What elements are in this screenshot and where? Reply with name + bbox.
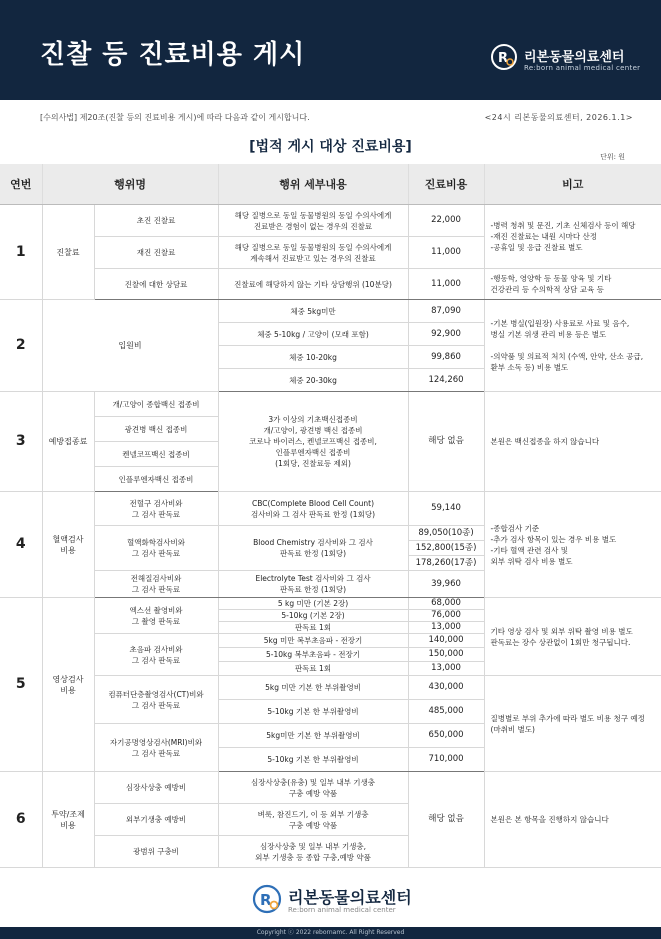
- item-name: 자기공명영상검사(MRI)비와 그 검사 판독료: [94, 724, 218, 772]
- legal-notice: [수의사법] 제20조(진찰 등의 진료비용 게시)에 따라 다음과 같이 게시합니다.: [40, 113, 310, 122]
- item-price: 13,000: [408, 622, 484, 634]
- item-detail: 심장사상충 및 일부 내부 기생충, 외부 기생충 등 종합 구충,예방 약품: [218, 836, 408, 868]
- note-cell: -종합검사 기준 -추가 검사 항목이 있는 경우 비용 별도 -기타 혈액 관련 검사 및 외부 위탁 검사 비용 별도: [484, 492, 661, 598]
- item-detail: 판독료 1회: [218, 622, 408, 634]
- table-row: [0, 205, 661, 237]
- category-cell: 진찰료: [42, 205, 94, 300]
- col-header-price: 진료비용: [408, 164, 484, 205]
- item-price: 68,000: [408, 598, 484, 610]
- reborn-logo-icon: [490, 43, 518, 71]
- item-price: 11,000: [408, 237, 484, 269]
- note-cell: 본원은 본 항목을 진행하지 않습니다: [484, 772, 661, 868]
- item-detail: 5-10kg 기본 한 부위촬영비: [218, 748, 408, 772]
- item-price: 89,050(10종): [408, 526, 484, 541]
- item-price: 해당 없음: [408, 772, 484, 868]
- note-cell: -병력 청취 및 문진, 기초 신체검사 등이 해당 -재진 진찰료는 내원 시마다 산정 -공휴일 및 응급 진찰료 별도: [484, 205, 661, 269]
- item-price: 150,000: [408, 648, 484, 662]
- category-cell: 예방접종료: [42, 392, 94, 492]
- item-name: 컴퓨터단층촬영검사(CT)비와 그 검사 판독료: [94, 676, 218, 724]
- row-number: 2: [0, 300, 42, 392]
- item-price: 22,000: [408, 205, 484, 237]
- item-detail: 5kg 미만 기본 한 부위촬영비: [218, 676, 408, 700]
- item-name: 켄넬코프백신 접종비: [94, 442, 218, 467]
- item-detail: 5-10kg 기본 한 부위촬영비: [218, 700, 408, 724]
- table-row: [0, 598, 661, 610]
- item-name: 초음파 검사비와 그 검사 판독료: [94, 634, 218, 676]
- svg-text:R: R: [498, 51, 509, 66]
- category-cell: 혈액검사 비용: [42, 492, 94, 598]
- item-name: 전혈구 검사비와 그 검사 판독료: [94, 492, 218, 526]
- col-header-no: 연번: [0, 164, 42, 205]
- item-detail: Electrolyte Test 검사비와 그 검사 판독료 한정 (1회당): [218, 571, 408, 598]
- item-detail: 벼룩, 참진드기, 이 등 외부 기생충 구충 예방 약품: [218, 804, 408, 836]
- item-detail: 체중 20-30kg: [218, 369, 408, 392]
- footer-logo: [252, 884, 422, 918]
- item-detail: 해당 질병으로 동일 동물병원의 동일 수의사에게 계속해서 진료받고 있는 경우의 진찰료: [218, 237, 408, 269]
- brand-subtitle: Re:born animal medical center: [524, 64, 641, 72]
- item-name: 전해질검사비와 그 검사 판독료: [94, 571, 218, 598]
- category-cell: 영상검사 비용: [42, 598, 94, 772]
- table-row: [0, 772, 661, 804]
- row-number: 1: [0, 205, 42, 300]
- item-price: 178,260(17종): [408, 556, 484, 571]
- note-cell: 질병별로 부위 추가에 따라 별도 비용 청구 예정 (마취비 별도): [484, 676, 661, 772]
- table-row: [0, 300, 661, 323]
- item-name: 재진 진찰료: [94, 237, 218, 269]
- item-name: 광견병 백신 접종비: [94, 417, 218, 442]
- note-cell: -행동학, 영양학 등 동물 양육 및 기타 건강관리 등 수의학적 상담 교육 등: [484, 269, 661, 300]
- col-header-name: 행위명: [42, 164, 218, 205]
- item-name: 광범위 구충비: [94, 836, 218, 868]
- item-detail: 5 kg 미만 (기본 2장): [218, 598, 408, 610]
- item-price: 485,000: [408, 700, 484, 724]
- item-name: 진찰에 대한 상담료: [94, 269, 218, 300]
- item-detail: CBC(Complete Blood Cell Count) 검사비와 그 검사 판독료 한정 (1회당): [218, 492, 408, 526]
- item-detail: 5-10kg 복부초음파 - 전장기: [218, 648, 408, 662]
- item-price: 152,800(15종): [408, 541, 484, 556]
- item-price: 해당 없음: [408, 392, 484, 492]
- svg-text:R: R: [260, 891, 272, 909]
- col-header-detail: 행위 세부내용: [218, 164, 408, 205]
- item-price: 39,960: [408, 571, 484, 598]
- footer-brand-subtitle: Re:born animal medical center: [288, 906, 396, 914]
- table-header-row: [0, 164, 661, 205]
- item-name: 인플루엔자백신 접종비: [94, 467, 218, 492]
- page-header: [0, 0, 661, 100]
- page-title: 진찰 등 진료비용 게시: [40, 40, 306, 70]
- item-name: 혈액화학검사비와 그 검사 판독료: [94, 526, 218, 571]
- fee-table: [0, 164, 661, 868]
- copyright-bar: Copyright ⓒ 2022 rebornamc. All Right Reserved: [0, 927, 661, 939]
- item-price: 76,000: [408, 610, 484, 622]
- item-price: 430,000: [408, 676, 484, 700]
- item-detail: 5kg미만 기본 한 부위촬영비: [218, 724, 408, 748]
- brand-name: 리본동물의료센터: [524, 50, 625, 65]
- item-price: 124,260: [408, 369, 484, 392]
- item-detail: Blood Chemistry 검사비와 그 검사 판독료 한정 (1회당): [218, 526, 408, 571]
- item-detail: 3가 이상의 기초백신접종비 개/고양이, 광견병 백신 접종비 코로나 바이러스, 켄넬코프백신 접종비, 인플루엔자백신 접종비 (1회당, 진찰료등 제외): [218, 392, 408, 492]
- item-name: 입원비: [42, 300, 218, 392]
- table-row: [0, 392, 661, 417]
- item-name: 초진 진찰료: [94, 205, 218, 237]
- item-detail: 진찰료에 해당하지 않는 기타 상담행위 (10분당): [218, 269, 408, 300]
- note-cell: 본원은 백신접종을 하지 않습니다: [484, 392, 661, 492]
- category-cell: 투약/조제 비용: [42, 772, 94, 868]
- note-cell: 기타 영상 검사 및 외부 위탁 촬영 비용 별도 판독료는 장수 상관없이 1회만 청구됩니다.: [484, 598, 661, 676]
- item-name: 개/고양이 종합백신 접종비: [94, 392, 218, 417]
- item-detail: 체중 10-20kg: [218, 346, 408, 369]
- item-price: 650,000: [408, 724, 484, 748]
- table-row: [0, 676, 661, 700]
- item-price: 11,000: [408, 269, 484, 300]
- unit-label: 단위: 원: [600, 153, 625, 161]
- item-price: 99,860: [408, 346, 484, 369]
- item-name: 엑스선 촬영비와 그 촬영 판독료: [94, 598, 218, 634]
- item-price: 92,900: [408, 323, 484, 346]
- row-number: 6: [0, 772, 42, 868]
- item-name: 외부기생충 예방비: [94, 804, 218, 836]
- item-price: 710,000: [408, 748, 484, 772]
- reborn-logo-icon: [252, 884, 282, 914]
- table-row: [0, 269, 661, 300]
- item-detail: 체중 5kg미만: [218, 300, 408, 323]
- footer-brand-name: 리본동물의료센터: [288, 888, 412, 907]
- item-detail: 심장사상충(유충) 및 일부 내부 기생충 구충 예방 약품: [218, 772, 408, 804]
- row-number: 4: [0, 492, 42, 598]
- section-title: [법적 게시 대상 진료비용]: [249, 139, 412, 155]
- dateline: <24시 리본동물의료센터, 2026.1.1>: [484, 113, 633, 122]
- col-header-note: 비고: [484, 164, 661, 205]
- note-cell: -기본 병실(입원장) 사용료로 사료 및 음수, 병실 기본 위생 관리 비용 등은 별도 -의약품 및 의료적 처치 (수액, 안약, 산소 공급, 환부 소독 등) 비용 별도: [484, 300, 661, 392]
- item-price: 87,090: [408, 300, 484, 323]
- item-detail: 5kg 미만 복부초음파 - 전장기: [218, 634, 408, 648]
- item-detail: 체중 5-10kg / 고양이 (모래 포함): [218, 323, 408, 346]
- table-row: [0, 492, 661, 526]
- item-detail: 판독료 1회: [218, 662, 408, 676]
- row-number: 5: [0, 598, 42, 772]
- item-price: 140,000: [408, 634, 484, 648]
- item-price: 13,000: [408, 662, 484, 676]
- item-detail: 해당 질병으로 동일 동물병원의 동일 수의사에게 진료받은 경험이 없는 경우의 진찰료: [218, 205, 408, 237]
- row-number: 3: [0, 392, 42, 492]
- item-detail: 5-10kg (기본 2장): [218, 610, 408, 622]
- item-price: 59,140: [408, 492, 484, 526]
- item-name: 심장사상충 예방비: [94, 772, 218, 804]
